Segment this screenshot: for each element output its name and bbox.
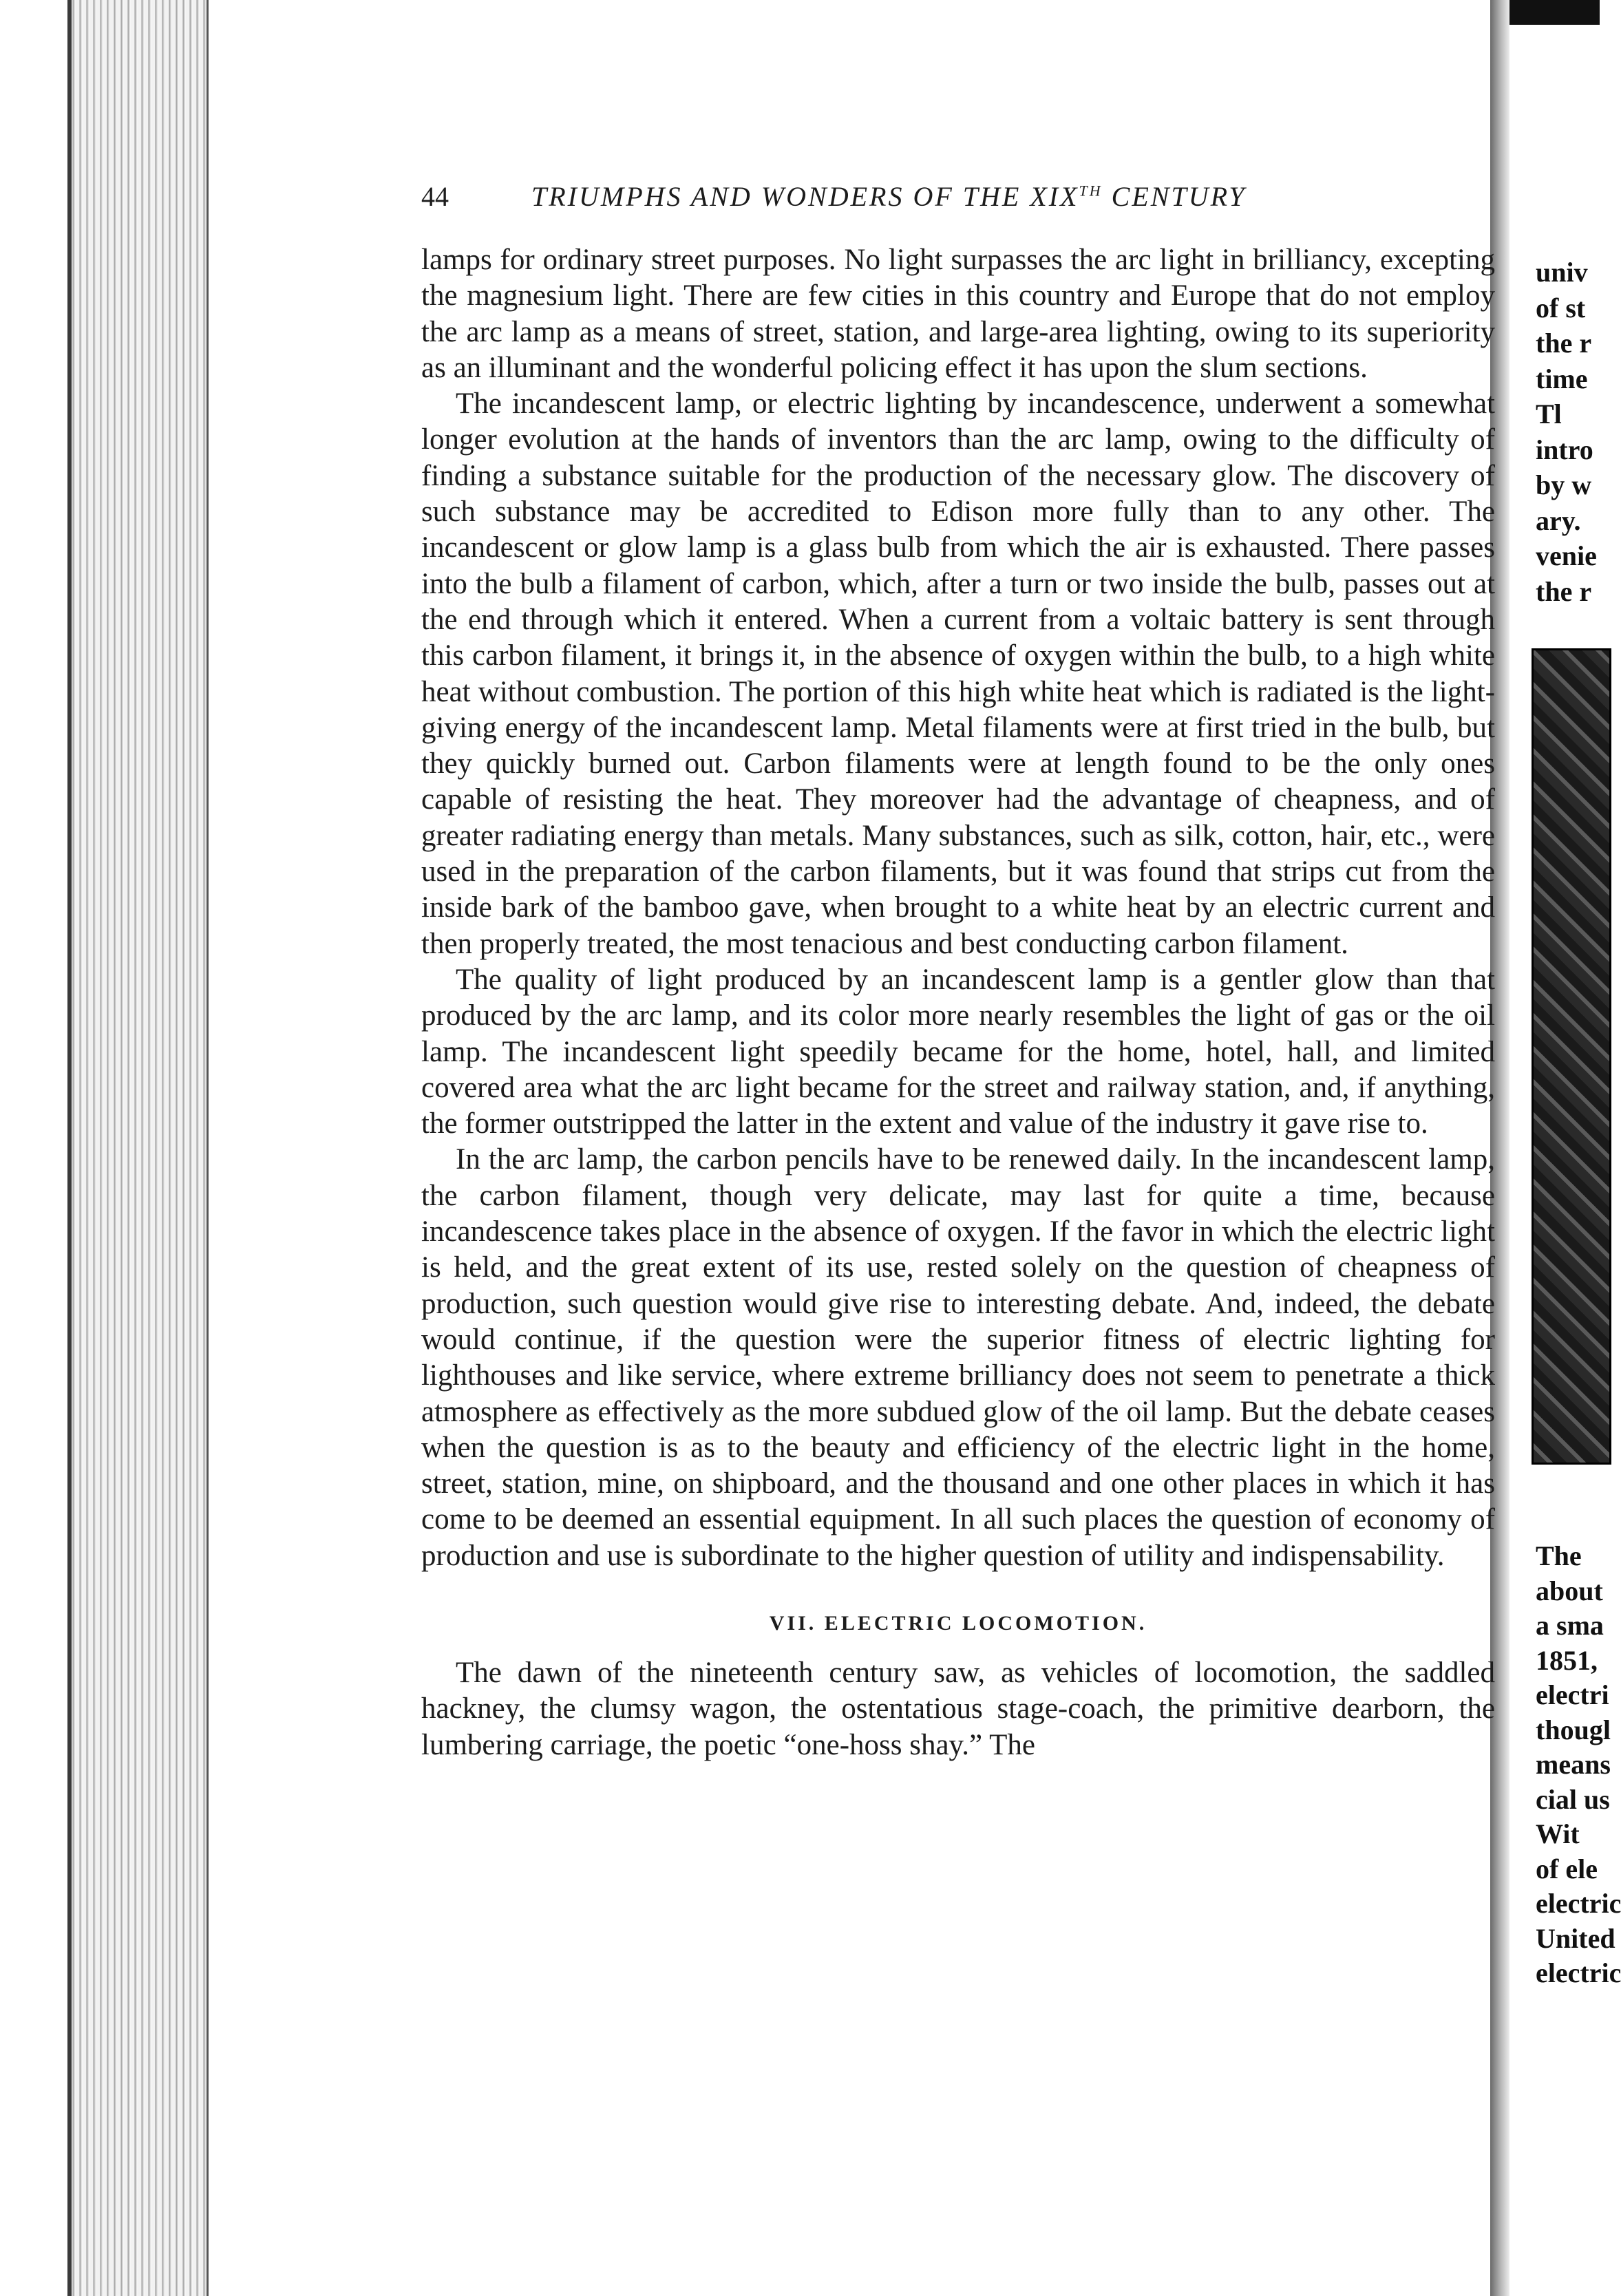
paragraph: lamps for ordinary street purposes. No light surpasses the arc light in brilliancy, excepting the magnesium light. There are few cities in this country and Europe that do not employ the arc lamp as a means of street, station, and large-area lighting, owing to its superiority as an illuminant and the wonderful policing effect it has upon the slum sections. [421,244,1495,384]
facing-page-fragment: The [1536,1540,1582,1571]
facing-page-fragment: Tl [1536,398,1562,429]
facing-page-fragment: the r [1536,575,1592,607]
facing-page-illustration [1532,648,1611,1465]
superscript: TH [1079,182,1103,200]
facing-page-fragment: of ele [1536,1853,1598,1884]
facing-page-fragment: the r [1536,328,1592,359]
facing-page [1490,0,1621,2296]
page-number: 44 [421,181,449,212]
facing-page-fragment: venie [1536,540,1597,571]
facing-page-fragment: means [1536,1749,1611,1780]
paragraph: The incandescent lamp, or electric lighting by incandescence, underwent a somewhat longer evolution at the hands of inventors than the arc lamp, owing to the difficulty of finding a substance suitable for the production of the necessary glow. The discovery of such substance may be accredited to Edison more fully than to any other. The incandescent or glow lamp is a glass bulb from which the air is exhausted. There passes into the bulb a filament of carbon, which, after a turn or two inside the bulb, passes out at the end through which it entered. When a current from a voltaic battery is sent through this carbon filament, it brings it, in the absence of oxygen within the bulb, to a high white heat without combustion. The portion of this high white heat which is radiated is the light-giving energy of the incandescent lamp. Metal filaments were at first tried in the bulb, but they quickly burned out. Carbon filaments were at length found to be the only ones capable of resisting the heat. They moreover had the advantage of cheapness, and of greater radiating energy than metals. Many substances, such as silk, cotton, hair, etc., were used in the preparation of the carbon filaments, but it was found that strips cut from the inside bark of the bamboo gave, when brought to a white heat by an electric current and then properly treated, the most tenacious and best conducting carbon filament. [421,387,1495,960]
facing-page-fragment: ary. [1536,504,1581,536]
paragraph: The quality of light produced by an incandescent lamp is a gentler glow than that produced by the arc lamp, and its color more nearly resembles the light of gas or the oil lamp. The incandescent light speedily became for the home, hotel, hall, and limited covered area what the arc light became for the street and railway station, and, if anything, the former outstripped the latter in the extent and value of the industry it gave rise to. [421,963,1495,1140]
facing-page-fragment: a sma [1536,1610,1604,1641]
running-head: TRIUMPHS AND WONDERS OF THE XIXTH CENTURY [531,181,1247,212]
facing-page-fragment: United [1536,1922,1615,1954]
facing-page-fragment: time [1536,363,1588,394]
paragraph: In the arc lamp, the carbon pencils have to be renewed daily. In the incandescent lamp, the carbon filament, though very delicate, may last for quite a time, because incandescence takes place in the absence of oxygen. If the favor in which the electric light is held, and the great extent of its use, rested solely on the question of cheapness of production, such question would give rise to interesting debate. And, indeed, the debate would continue, if the question were the superior fitness of electric lighting for lighthouses and like service, where extreme brilliancy does not seem to penetrate a thick atmosphere as effectively as the more subdued glow of the oil lamp. But the debate ceases when the question is as to the beauty and efficiency of the electric light in the home, street, station, mine, on shipboard, and the thousand and one other places in which it has come to be deemed an essential equipment. In all such places the question of economy of production and use is subordinate to the higher question of utility and indispensability. [421,1143,1495,1572]
facing-page-fragment: 1851, [1536,1644,1598,1676]
facing-page-fragment: univ [1536,257,1588,288]
facing-page-fragment: thougl [1536,1714,1611,1745]
book-page-edges [69,0,209,2296]
facing-page-fragment: electric [1536,1888,1621,1919]
facing-page-fragment: electric [1536,1957,1621,1988]
facing-page-fragment: intro [1536,434,1593,465]
facing-page-fragment: cial us [1536,1783,1610,1815]
page-header [421,180,1412,215]
paragraph: The dawn of the nineteenth century saw, as vehicles of locomotion, the saddled hackney, the clumsy wagon, the ostentatious stage-coach, the primitive dearborn, the lumbering carriage, the poetic “one-hoss shay.” The [421,1656,1495,1761]
facing-page-fragment: of st [1536,292,1586,323]
facing-page-fragment: Wit [1536,1818,1580,1849]
section-heading: VII. ELECTRIC LOCOMOTION. [769,1611,1147,1635]
facing-page-fragment: electri [1536,1679,1609,1710]
facing-page-fragment: about [1536,1575,1603,1606]
page-body [421,242,1495,1763]
facing-page-fragment: by w [1536,469,1592,500]
